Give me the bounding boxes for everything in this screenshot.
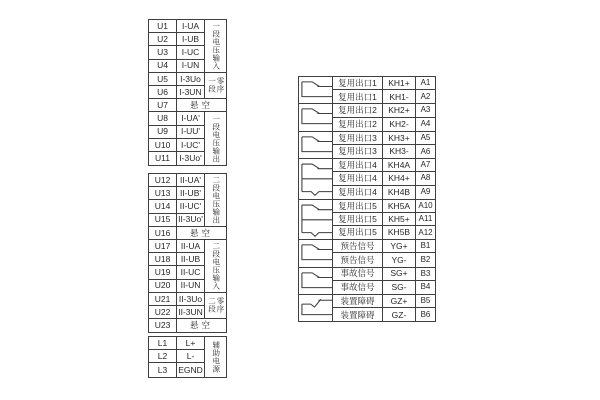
signal-name-cell: I-UC'	[177, 139, 205, 152]
terminal-label-cell: KH5+	[383, 213, 416, 226]
pin-number-cell: B6	[420, 309, 431, 319]
signal-name-cell: I-UA	[177, 20, 205, 33]
terminal-number-cell: U16	[149, 227, 177, 240]
terminal-label-cell: SG-	[383, 281, 416, 294]
signal-name-cell: II-3UN	[177, 306, 205, 319]
relay-no-contact-icon	[299, 77, 332, 103]
pin-number-cell: A5	[416, 132, 435, 145]
output-name-cell: 预告信号	[333, 240, 383, 253]
group-label-column: 一段电压输入	[211, 21, 221, 70]
output-contact-group	[298, 158, 436, 200]
left-terminal-table-aux-power	[148, 336, 227, 378]
group-label-column: 二段	[207, 297, 217, 314]
output-contact-group	[298, 294, 436, 322]
group-label-cell	[205, 337, 226, 377]
signal-name-cell: I-3Uo	[177, 73, 205, 86]
terminal-label-cell: YG-	[383, 253, 416, 266]
output-contact-group	[298, 199, 436, 241]
terminal-label-cell: GZ-	[383, 308, 416, 321]
signal-name-cell: EGND	[177, 363, 205, 376]
signal-name-cell: I-UU'	[177, 126, 205, 139]
signal-name-cell: L+	[177, 337, 205, 350]
pin-number-cell: A9	[420, 187, 431, 197]
group-label-column: 一段电压输出	[211, 114, 221, 163]
signal-name-cell: I-UC	[177, 46, 205, 59]
pin-number-cell: B3	[416, 268, 435, 281]
terminal-number-cell: L2	[149, 350, 177, 363]
group-label-cell	[205, 73, 226, 99]
output-name-cell: 复用出口5	[333, 200, 383, 213]
terminal-label-cell: KH5B	[383, 226, 416, 239]
output-contact-group	[298, 103, 436, 131]
signal-name-cell: I-3Uo'	[177, 152, 205, 165]
terminal-number-cell: U9	[149, 126, 177, 139]
terminal-label-cell: SG+	[383, 268, 416, 281]
contact-symbol-cell	[299, 240, 333, 266]
terminal-number-cell: U5	[149, 73, 177, 86]
contact-symbol-cell	[299, 77, 333, 103]
group-label-cell	[205, 240, 226, 293]
terminal-number-cell: U14	[149, 200, 177, 213]
group-label-cell	[205, 112, 226, 165]
signal-name-cell: II-3Uo'	[177, 214, 205, 227]
terminal-number-cell: U19	[149, 266, 177, 279]
group-label-column: 零序	[216, 77, 225, 94]
output-name-cell: 预告信号	[333, 253, 383, 266]
terminal-number-cell: U13	[149, 187, 177, 200]
relay-nc-contact-icon	[299, 295, 332, 321]
signal-name-cell: II-UC'	[177, 200, 205, 213]
terminal-number-cell: U20	[149, 280, 177, 293]
output-contact-group	[298, 76, 436, 104]
terminal-number-cell: U10	[149, 139, 177, 152]
output-name-cell: 复用出口4	[333, 172, 383, 185]
signal-name-cell: II-UN	[177, 280, 205, 293]
pin-number-cell: A12	[418, 227, 433, 237]
group-label-cell	[205, 20, 226, 73]
pin-number-cell: A4	[420, 119, 431, 129]
terminal-number-cell: U1	[149, 20, 177, 33]
output-name-cell: 事故信号	[333, 281, 383, 294]
output-name-cell: 复用出口5	[333, 213, 383, 226]
pin-number-cell: A11	[416, 213, 435, 226]
floating-cell: 悬空	[177, 99, 226, 112]
group-label-column: 二段电压输出	[211, 175, 221, 224]
pin-number-cell: B1	[416, 240, 435, 253]
terminal-label-cell: KH3-	[383, 145, 416, 158]
terminal-label-cell: GZ+	[383, 295, 416, 308]
pin-number-cell: A3	[416, 104, 435, 117]
contact-symbol-cell	[299, 268, 333, 294]
relay-no-contact-icon	[299, 104, 332, 130]
group-label-cell	[205, 293, 226, 319]
signal-name-cell: II-UA'	[177, 174, 205, 187]
terminal-number-cell: U12	[149, 174, 177, 187]
terminal-label-cell: KH4+	[383, 172, 416, 185]
terminal-number-cell: U3	[149, 46, 177, 59]
output-name-cell: 复用出口1	[333, 77, 383, 90]
output-name-cell: 事故信号	[333, 268, 383, 281]
left-terminal-table-section-2	[148, 173, 227, 333]
terminal-number-cell: U7	[149, 99, 177, 112]
pin-number-cell: A7	[416, 159, 435, 172]
pin-number-cell: A8	[416, 172, 435, 185]
pin-number-cell: B2	[420, 255, 431, 265]
pin-number-cell: B4	[420, 282, 431, 292]
terminal-label-cell: KH2-	[383, 118, 416, 131]
relay-changeover-contact-icon	[299, 200, 332, 240]
terminal-number-cell: L1	[149, 337, 177, 350]
terminal-number-cell: U11	[149, 152, 177, 165]
terminal-number-cell: U15	[149, 214, 177, 227]
output-name-cell: 复用出口5	[333, 226, 383, 239]
output-name-cell: 复用出口2	[333, 118, 383, 131]
group-label-column: 辅助电源	[211, 340, 221, 373]
signal-name-cell: II-UB'	[177, 187, 205, 200]
group-label-column: 二段电压输入	[211, 241, 221, 290]
contact-symbol-cell	[299, 132, 333, 158]
terminal-number-cell: L3	[149, 363, 177, 376]
signal-name-cell: II-UB	[177, 253, 205, 266]
signal-name-cell: I-UB	[177, 33, 205, 46]
output-contact-group	[298, 131, 436, 159]
contact-symbol-cell	[299, 104, 333, 130]
signal-name-cell: II-3Uo	[177, 293, 205, 306]
output-name-cell: 复用出口2	[333, 104, 383, 117]
relay-no-contact-icon	[299, 268, 332, 294]
terminal-number-cell: U17	[149, 240, 177, 253]
output-name-cell: 复用出口3	[333, 145, 383, 158]
output-contact-group	[298, 239, 436, 267]
terminal-label-cell: KH4B	[383, 186, 416, 199]
output-name-cell: 装置障碍	[333, 295, 383, 308]
signal-name-cell: I-UA'	[177, 112, 205, 125]
contact-symbol-cell	[299, 200, 333, 240]
right-output-terminal-table	[298, 76, 436, 322]
output-name-cell: 复用出口4	[333, 186, 383, 199]
output-name-cell: 复用出口4	[333, 159, 383, 172]
output-contact-group	[298, 267, 436, 295]
pin-number-cell: B5	[416, 295, 435, 308]
relay-no-contact-icon	[299, 132, 332, 158]
terminal-label-cell: KH1+	[383, 77, 416, 90]
signal-name-cell: II-UC	[177, 266, 205, 279]
signal-name-cell: I-UN	[177, 60, 205, 73]
terminal-label-cell: KH5A	[383, 200, 416, 213]
terminal-label-cell: KH2+	[383, 104, 416, 117]
relay-changeover-contact-icon	[299, 159, 332, 199]
signal-name-cell: I-3UN	[177, 86, 205, 99]
terminal-number-cell: U18	[149, 253, 177, 266]
pin-number-cell: A10	[416, 200, 435, 213]
group-label-cell	[205, 174, 226, 227]
terminal-number-cell: U22	[149, 306, 177, 319]
left-terminal-table-section-1	[148, 19, 227, 166]
terminal-number-cell: U23	[149, 319, 177, 332]
floating-cell: 悬空	[189, 320, 213, 331]
terminal-label-cell: KH4A	[383, 159, 416, 172]
pin-number-cell: A2	[420, 91, 431, 101]
terminal-number-cell: U21	[149, 293, 177, 306]
signal-name-cell: L-	[177, 350, 205, 363]
terminal-number-cell: U6	[149, 86, 177, 99]
terminal-label-cell: YG+	[383, 240, 416, 253]
output-name-cell: 复用出口1	[333, 90, 383, 103]
output-name-cell: 装置障碍	[333, 308, 383, 321]
floating-cell: 悬空	[177, 227, 226, 240]
relay-no-contact-icon	[299, 240, 332, 266]
signal-name-cell: II-UA	[177, 240, 205, 253]
group-label-column: 零序	[216, 297, 225, 314]
pin-number-cell: A1	[416, 77, 435, 90]
contact-symbol-cell	[299, 159, 333, 199]
terminal-label-cell: KH1-	[383, 90, 416, 103]
output-name-cell: 复用出口3	[333, 132, 383, 145]
terminal-label-cell: KH3+	[383, 132, 416, 145]
pin-number-cell: A6	[420, 146, 431, 156]
terminal-number-cell: U2	[149, 33, 177, 46]
terminal-number-cell: U8	[149, 112, 177, 125]
contact-symbol-cell	[299, 295, 333, 321]
terminal-number-cell: U4	[149, 60, 177, 73]
group-label-column: 一段	[207, 77, 217, 94]
